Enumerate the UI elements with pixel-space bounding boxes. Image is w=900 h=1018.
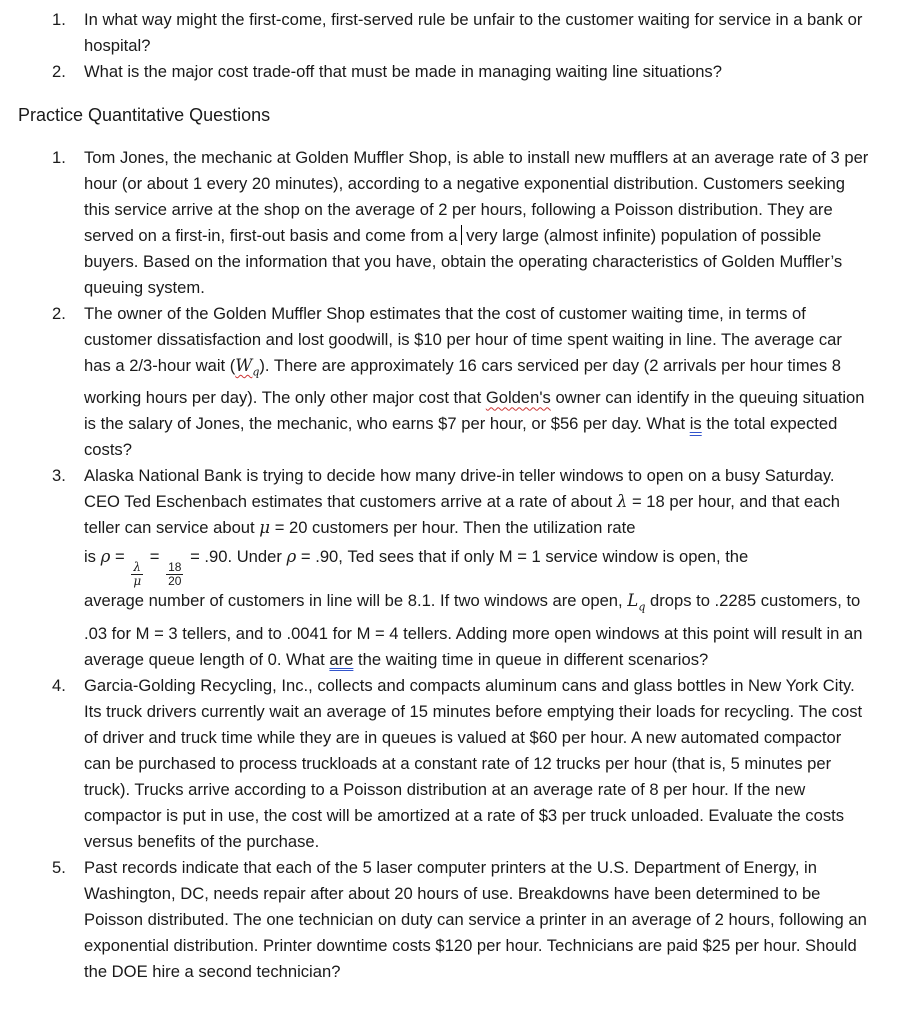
grammar-word: are [329,649,354,669]
question-text: the total expected costs? [84,414,838,460]
question-text: Past records indicate that each of the 5 laser computer printers at the U.S. Department of Energy, in Washington, DC, needs repair after about 20 hours of use. Breakdowns have been determined to be Poisson distributed. The one technician on duty can service a printer in an average of 2 hours, following an exponential distribution. Printer downtime costs $120 per hour. Technicians are paid $25 per hour. Should the DOE hire a second technician? [84,857,867,981]
question-text: the waiting time in queue in different scenarios? [358,649,709,669]
question-text: The owner of the Golden Muffler Shop estimates that the cost of customer waiting time, in terms of customer dissatisfaction and lost goodwill, is $10 per hour of time spent waiting in line. The average car has a 2/3-hour wait ( [84,304,842,375]
utilization-formula: is ρ = $\frac{\lambda}{\mu}$ = $\frac{18}{20}$ = .90. Under ρ = .90, Ted sees that if only M = 1 service window is open, the [84,547,749,589]
question-text: owner can identify in the queuing situation is the salary of Jones, the mechanic, who earns $7 per hour, or $56 per day. What [84,388,865,434]
list-item [0,301,900,463]
item-number: 3. [52,466,66,486]
question-text: very large (almost infinite) population of possible buyers. Based on the information that you have, obtain the operating characteristics of Golden Muffler’s queuing system. [84,226,843,297]
item-number: 1. [52,148,66,167]
question-text: ). There are approximately 16 cars serviced per day (2 arrivals per hour times 8 working hours per day). The only other major cost that [84,356,842,408]
list-item [0,7,900,59]
rho-symbol: ρ [286,547,297,567]
item-number: 2. [52,62,66,81]
lambda-over-mu-fraction: $\frac{\lambda}{\mu}$ [133,560,142,589]
list-item [0,855,900,985]
wq-symbol: $W_q$ [235,356,260,379]
item-number: 5. [52,857,66,877]
review-question-list [0,7,900,85]
list-item [0,673,900,855]
question-text: Tom Jones, the mechanic at Golden Muffler Shop, is able to install new mufflers at an average rate of 3 per hour (or about 1 every 20 minutes), according to a negative exponential distribution. Customers seeking this service arrive at the shop on the average of 2 per hours, following a Poisson distribution. They are served on a first-in, first-out basis and come from a [84,148,869,245]
item-number: 1. [52,10,66,29]
list-item [0,59,900,85]
question-text: drops to .2285 customers, to .03 for M = 3 tellers, and to .0041 for M = 4 tellers. Adding more open windows at this point will result in an average queue length of 0. What [84,591,863,669]
grammar-word: is [689,414,702,434]
rho-symbol: ρ [100,547,111,567]
question-text: Alaska National Bank is trying to decide how many drive-in teller windows to open on a busy Saturday. CEO Ted Eschenbach estimates that customers arrive at a rate of about [84,466,835,512]
question-text: What is the major cost trade-off that must be made in managing waiting line situations? [84,62,722,81]
lq-symbol: $L_q$ [627,591,646,614]
item-number: 4. [52,675,66,695]
list-item [0,463,900,672]
text-cursor [461,225,462,245]
section-heading: Practice Quantitative Questions [18,105,271,125]
question-text: average number of customers in line will be 8.1. If two windows are open, [84,591,623,611]
question-text: Garcia-Golding Recycling, Inc., collects and compacts aluminum cans and glass bottles in New York City. Its truck drivers currently wait an average of 15 minutes before emptying their loads for recycling. The cost of driver and truck time while they are in queues is valued at $60 per hour. A new automated compactor can be purchased to process truckloads at a constant rate of 12 trucks per hour (that is, 5 minutes per truck). Trucks arrive according to a Poisson distribution at an average rate of 8 per hour. If the new compactor is put in use, the cost will be amortized at a rate of $3 per truck unloaded. Evaluate the costs versus benefits of the purchase. [84,675,863,851]
list-item [0,145,900,301]
practice-question-list [0,145,900,985]
question-text: = 18 per hour, and that each teller can service about [84,492,841,538]
question-text: In what way might the first-come, first-served rule be unfair to the customer waiting for service in a bank or hospital? [84,10,863,55]
item-number: 2. [52,304,66,323]
question-text: = 20 customers per hour. Then the utilization rate [274,518,636,538]
lambda-symbol: λ [616,492,628,512]
spellcheck-word: Golden's [485,388,551,408]
numeric-fraction: $\frac{18}{20}$ [168,560,182,589]
mu-symbol: μ [259,518,271,538]
